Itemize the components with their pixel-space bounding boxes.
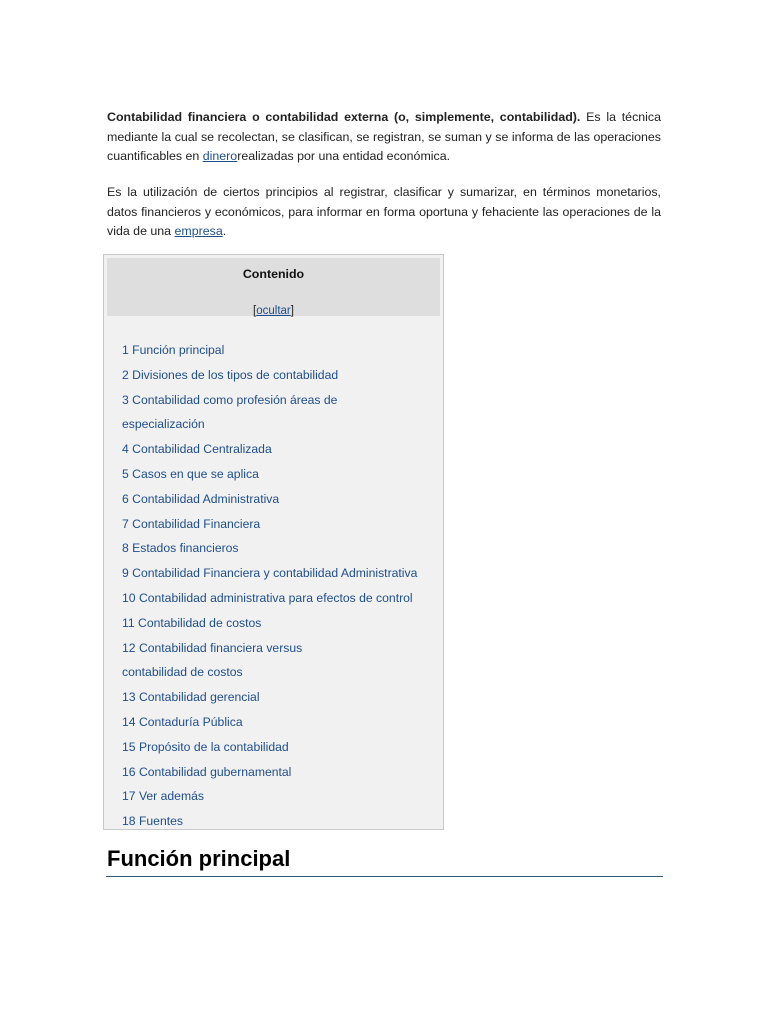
intro-text-end: realizadas por una entidad económica. [237,149,451,164]
toc-link[interactable]: 13 Contabilidad gerencial [122,690,260,705]
toc-link[interactable]: 11 Contabilidad de costos [122,615,262,630]
toc-link[interactable]: 16 Contabilidad gubernamental [122,764,292,779]
section-divider [106,876,663,877]
toc-item [122,388,362,438]
intro-term: Contabilidad financiera o contabilidad externa (o, simplemente, contabilidad). [107,110,581,124]
toc-item [122,586,440,611]
toc-item [122,784,440,809]
intro-paragraph-1 [107,108,661,167]
link-dinero[interactable]: dinero [202,149,238,164]
toc-toggle-open-bracket: [ [253,305,257,317]
toc-item [122,611,440,636]
toc-item [122,462,440,487]
intro-paragraph-2 [107,183,661,242]
hide-toc-link[interactable]: ocultar [256,305,291,317]
toc-link[interactable]: 4 Contabilidad Centralizada [122,442,272,457]
toc-link[interactable]: 1 Función principal [122,343,225,357]
toc-item [122,735,440,760]
toc-link[interactable]: 12 Contabilidad financiera versus contabilidad de costos [122,640,303,680]
toc-item [122,809,440,834]
toc-item [122,536,440,561]
link-empresa[interactable]: empresa [174,224,223,239]
toc-link[interactable]: 3 Contabilidad como profesión áreas de especialización [122,392,338,432]
toc-link[interactable]: 18 Fuentes [122,814,183,829]
toc-link[interactable]: 2 Divisiones de los tipos de contabilidad [122,367,339,382]
toc-list [122,338,440,834]
toc-item [122,685,440,710]
toc-link[interactable]: 14 Contaduría Pública [122,714,243,729]
toc-link[interactable]: 8 Estados financieros [122,541,239,556]
toc-item [122,487,440,512]
toc-toggle-close-bracket: ] [290,305,294,317]
toc-link[interactable]: 6 Contabilidad Administrativa [122,491,280,506]
toc-item [122,338,440,363]
toc-item [122,561,440,586]
toc-item [122,636,362,686]
toc-toggle [107,305,440,317]
toc-link[interactable]: 7 Contabilidad Financiera [122,516,261,531]
toc-link[interactable]: 15 Propósito de la contabilidad [122,739,289,754]
toc-link[interactable]: 5 Casos en que se aplica [122,466,259,481]
toc-item [122,363,440,388]
toc-header [107,258,440,316]
toc-link[interactable]: 9 Contabilidad Financiera y contabilidad Administrativa [122,566,418,581]
toc-item [122,437,440,462]
intro-text: Es la técnica mediante la cual se recolectan, se clasifican, se registran, se suman y se informa de las operaciones cuantificables en [107,110,661,164]
toc-item [122,512,440,537]
table-of-contents [103,254,444,830]
toc-link[interactable]: 17 Ver además [122,789,204,804]
section-heading: Función principal [107,846,291,871]
definition-text: Es la utilización de ciertos principios al registrar, clasificar y sumarizar, en términos monetarios, datos financieros y económicos, para informar en forma oportuna y fehaciente las operaciones de la vida de una [107,185,661,239]
toc-title: Contenido [242,267,305,281]
definition-text-end: . [222,224,227,239]
toc-link[interactable]: 10 Contabilidad administrativa para efectos de control [122,590,413,605]
toc-item [122,760,440,785]
toc-item [122,710,440,735]
